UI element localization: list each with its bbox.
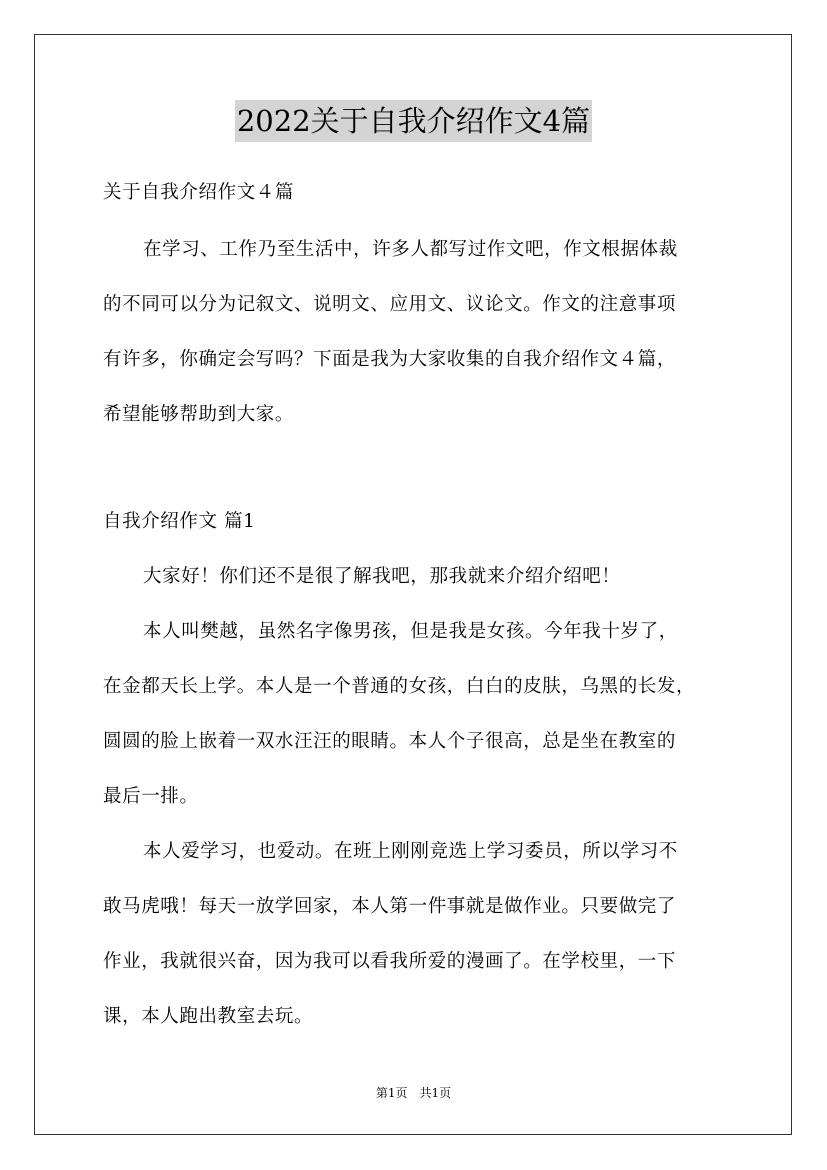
intro-line-4: 希望能够帮助到大家。 [103, 404, 295, 425]
document-title: 2022关于自我介绍作文4篇 [235, 100, 592, 142]
page-footer [0, 1084, 827, 1101]
body-line-2: 本人叫樊越，虽然名字像男孩，但是我是女孩。今年我十岁了， [143, 621, 678, 642]
body-line-4: 圆圆的脸上嵌着一双水汪汪的眼睛。本人个子很高，总是坐在教室的 [103, 731, 677, 752]
intro-line-1: 在学习、工作乃至生活中，许多人都写过作文吧，作文根据体裁 [143, 239, 678, 260]
body-line-7: 敢马虎哦！每天一放学回家，本人第一件事就是做作业。只要做完了 [103, 896, 677, 917]
body-line-3: 在金都天长上学。本人是一个普通的女孩，白白的皮肤，乌黑的长发， [103, 676, 696, 697]
body-line-1: 大家好！你们还不是很了解我吧，那我就来介绍介绍吧！ [143, 566, 621, 587]
title-container [0, 100, 827, 142]
page-number: 第1页 共1页 [375, 1086, 452, 1100]
body-line-5: 最后一排。 [103, 786, 199, 807]
intro-line-2: 的不同可以分为记叙文、说明文、应用文、议论文。作文的注意事项 [103, 294, 677, 315]
intro-line-3: 有许多，你确定会写吗？下面是我为大家收集的自我介绍作文４篇， [103, 349, 677, 370]
body-line-8: 作业，我就很兴奋，因为我可以看我所爱的漫画了。在学校里，一下 [103, 951, 677, 972]
body-line-6: 本人爱学习，也爱动。在班上刚刚竞选上学习委员，所以学习不 [143, 841, 678, 862]
subtitle-text: 关于自我介绍作文４篇 [103, 182, 295, 203]
section-heading-text: 自我介绍作文 篇1 [103, 511, 256, 532]
body-line-9: 课，本人跑出教室去玩。 [103, 1006, 314, 1027]
